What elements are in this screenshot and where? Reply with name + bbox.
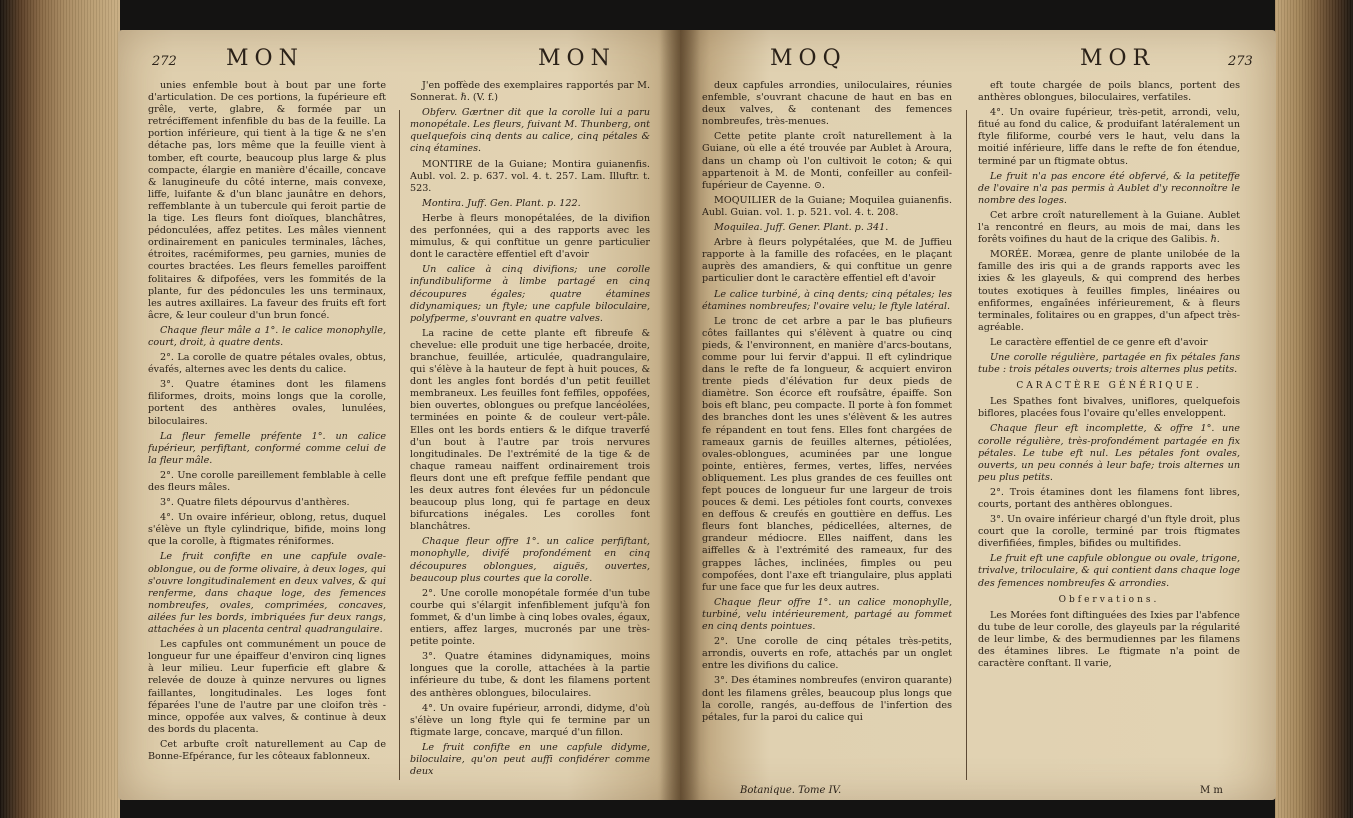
paragraph: Le fruit eft une capfule oblongue ou ovale, trigone, trivalve, triloculaire, & qui contient dans chaque loge des femences nombreufes & arrondies.	[978, 553, 1240, 589]
right-page-number: 273	[1228, 54, 1253, 69]
paragraph: Le caractère effentiel de ce genre eft d'avoir	[990, 336, 1208, 348]
paragraph: 3°. Quatre filets dépourvus d'anthères.	[160, 497, 350, 509]
left-page	[118, 30, 680, 800]
paragraph: Cet arbufte croît naturellement au Cap de Bonne-Efpérance, fur les côteaux fablonneux.	[148, 738, 386, 762]
paragraph: 4°. Un ovaire fupérieur, très-petit, arrondi, velu, fitué au fond du calice, & produifant latéralement un ftyle filiforme, courbé vers le haut, velu dans la moitié inférieure, liffe dans le refte de fon étendue, terminé par un ftigmate obtus.	[978, 107, 1240, 167]
paragraph: Le fruit confifte en une capfule ovale-oblongue, ou de forme olivaire, à deux loges, qui s'ouvre longitudinalement en deux valves, & qui renferme, dans chaque loge, des femences nombreufes, ovales, comprimées, concaves, ailées fur les bords, imbriquées fur deux rangs, attachées à un placenta central quadrangulaire.	[148, 551, 386, 636]
paragraph: 3°. Quatre étamines dont les filamens filiformes, droits, moins longs que la corolle, portent des anthères ovales, lunulées, biloculaires.	[148, 379, 386, 427]
paragraph: Les Morées font diftinguées des Ixies par l'abfence du tube de leur corolle, des glayeuls par la régularité de leur limbe, & des bermudiennes par les filamens des étamines libres. Le ftigmate n'a point de caractère conftant. Il varie,	[978, 609, 1240, 670]
paragraph: Les Spathes font bivalves, uniflores, quelquefois biflores, placées fous l'ovaire qu'elles enveloppent.	[978, 396, 1240, 420]
paragraph: La racine de cette plante eft fibreufe & chevelue: elle produit une tige herbacée, droite, branchue, feuillée, articulée, quadrangulaire, qui s'élève à la hauteur de fept à huit pouces, & dont les angles font bordés d'un petit feuillet membraneux. Les feuilles font feffiles, oppofées, bien ouvertes, oblongues ou prefque lancéolées, terminées en pointe & de couleur vert-pâle. Elles ont les bords entiers & le difque traverfé d'un bout à l'autre par trois nervures longitudinales. De l'extrémité de la tige & de chaque rameau naiffent ordinairement trois fleurs dont une eft prefque feffile pendant que les deux autres font élevées fur un pédoncule beaucoup plus long, qui fe partage en deux bifurcations inégales. Les corolles font blanchâtres.	[410, 327, 650, 533]
right-page-edges	[1275, 0, 1353, 818]
paragraph: Montira. Juff. Gen. Plant. p. 122.	[422, 197, 581, 209]
paragraph: Herbe à fleurs monopétalées, de la divifion des perfonnées, qui a des rapports avec les mimulus, & qui conftitue un genre particulier dont le caractère effentiel eft d'avoir	[410, 212, 650, 261]
paragraph: Cet arbre croît naturellement à la Guiane. Aublet l'a rencontré en fleurs, au mois de mai, dans les forêts voifines du haut de la crique des Galibis. ℏ.	[978, 209, 1240, 246]
right-column-rule	[966, 110, 967, 780]
paragraph: Arbre à fleurs polypétalées, que M. de Juffieu rapporte à la famille des rofacées, en le plaçant auprès des amandiers, & qui conftitue un genre particulier dont le caractère effentiel eft d'avoir	[702, 237, 952, 285]
paragraph: Chaque fleur offre 1°. un calice perfiftant, monophylle, divifé profondément en cinq découpures oblongues, aiguës, ouvertes, beaucoup plus courtes que la corolle.	[410, 536, 650, 584]
paragraph: eft toute chargée de poils blancs, portent des anthères oblongues, biloculaires, verfatiles.	[978, 80, 1240, 104]
paragraph: 2°. La corolle de quatre pétales ovales, obtus, évafés, alternes avec les dents du calice.	[148, 352, 386, 376]
left-page-number: 272	[152, 54, 177, 69]
paragraph: MORÉE. Moræa, genre de plante unilobée de la famille des iris qui a de grands rapports avec les ixies & les glayeuls, & qui comprend des herbes toutes exotiques à feuilles fimples, linéaires ou enfiformes, engaînées inférieurement, & à fleurs terminales, folitaires ou en grappes, d'un afpect très-agréable.	[978, 249, 1240, 333]
right-page	[680, 30, 1276, 800]
right-head-word-2: MOR	[1080, 46, 1156, 71]
paragraph: Chaque fleur mâle a 1°. le calice monophylle, court, droit, à quatre dents.	[148, 324, 386, 348]
paragraph: Cette petite plante croît naturellement à la Guiane, où elle a été trouvée par Aublet à Aroura, dans un champ où l'on cultivoit le coton; & qui appartenoit à M. de Monti, confeiller au confeil-fupérieur de Cayenne. ⊙.	[702, 131, 952, 191]
volume-footer: Botanique. Tome IV.	[740, 785, 842, 796]
paragraph: 3°. Un ovaire inférieur chargé d'un ftyle droit, plus court que la corolle, terminé par trois ftigmates diverfifiées, fimples, bifides ou multifides.	[978, 514, 1240, 550]
left-column-1	[148, 80, 386, 790]
paragraph: deux capfules arrondies, uniloculaires, réunies enfemble, s'ouvrant chacune de haut en bas en deux valves, & contenant des femences nombreufes, très-menues.	[702, 80, 952, 128]
paragraph: 2°. Une corolle pareillement femblable à celle des fleurs mâles.	[148, 469, 386, 493]
paragraph: 2°. Une corolle de cinq pétales très-petits, arrondis, ouverts en rofe, attachés par un onglet entre les divifions du calice.	[702, 636, 952, 672]
paragraph: Obferv. Gærtner dit que la corolle lui a paru monopétale. Les fleurs, fuivant M. Thunberg, ont quelquefois cinq dents au calice, cinq pétales & cinq étamines.	[410, 107, 650, 155]
paragraph: unies enfemble bout à bout par une forte d'articulation. De ces portions, la fupérieure eft grêle, verte, glabre, & formée par un retréciffement infenfible du bas de la feuille. La portion inférieure, qui tient à la tige & ne s'en détache pas, lors même que la feuille vient à tomber, eft courte, beaucoup plus large & plus compacte, élargie en manière d'écaille, concave & lanugineufe du côté interne, mais convexe, liffe, luifante & d'un blanc jaunâtre en dehors, reffemblante à un tubercule qui feroit partie de la tige. Les fleurs font dioïques, blanchâtres, pédonculées, affez petites. Les mâles viennent ordinairement en panicules terminales, lâches, étroites, racémiformes, peu garnies, munies de courtes bractées. Les fleurs femelles paroiffent folitaires & difpofées, vers les fommités de la plante, fur des pédoncules les uns terminaux, les autres axillaires. La faveur des fruits eft fort âcre, & leur couleur d'un brun foncé.	[148, 80, 386, 321]
paragraph: J'en poffède des exemplaires rapportés par M. Sonnerat. ℏ. (V. f.)	[410, 80, 650, 104]
paragraph: Le fruit n'a pas encore été obfervé, & la petiteffe de l'ovaire n'a pas permis à Aublet d'y reconnoître le nombre des loges.	[978, 170, 1240, 206]
right-column-2	[978, 80, 1240, 790]
left-head-word-2: MON	[538, 46, 616, 71]
paragraph: La fleur femelle préfente 1°. un calice fupérieur, perfiftant, conformé comme celui de la fleur mâle.	[148, 430, 386, 466]
paragraph: Les capfules ont communément un pouce de longueur fur une épaiffeur d'environ cinq lignes à leur milieu. Leur fuperficie eft glabre & relevée de douze à quinze nervures ou lignes faillantes, longitudinales. Les loges font féparées l'une de l'autre par une cloifon très - mince, oppofée aux valves, & continue à deux des bords du placenta.	[148, 639, 386, 735]
paragraph: 3°. Des étamines nombreufes (environ quarante) dont les filamens grêles, beaucoup plus longs que la corolle, rangés, au-deffous de l'infertion des pétales, fur la paroi du calice qui	[702, 675, 952, 723]
left-column-rule	[399, 110, 400, 780]
paragraph: CARACTÈRE GÉNÉRIQUE.	[1016, 381, 1202, 392]
right-head-word-1: MOQ	[770, 46, 847, 71]
paragraph: 2°. Une corolle monopétale formée d'un tube courbe qui s'élargit infenfiblement jufqu'à fon fommet, & d'un limbe à cinq lobes ovales, égaux, entiers, affez larges, mucronés par une très-petite pointe.	[410, 587, 650, 648]
paragraph: Le calice turbiné, à cinq dents; cinq pétales; les étamines nombreufes; l'ovaire velu; le ftyle latéral.	[702, 288, 952, 312]
paragraph: MOQUILIER de la Guiane; Moquilea guianenfis. Aubl. Guian. vol. 1. p. 521. vol. 4. t. 208.	[702, 194, 952, 218]
paragraph: Une corolle régulière, partagée en fix pétales fans tube : trois pétales ouverts; trois alternes plus petits.	[978, 351, 1240, 376]
paragraph: 4°. Un ovaire fupérieur, arrondi, didyme, d'où s'élève un long ftyle qui fe termine par un ftigmate large, concave, marqué d'un fillon.	[410, 702, 650, 738]
paragraph: Le fruit confifte en une capfule didyme, biloculaire, qu'on peut auffi confidérer comme deux	[410, 741, 650, 778]
paragraph: Obfervations.	[1058, 594, 1160, 605]
paragraph: 4°. Un ovaire inférieur, oblong, retus, duquel s'élève un ftyle cylindrique, bifide, moins long que la corolle, à ftigmates réniformes.	[148, 512, 386, 548]
paragraph: Chaque fleur eft incomplette, & offre 1°. une corolle régulière, très-profondément partagée en fix pétales. Le tube eft nul. Les pétales font ovales, ouverts, un peu connés à leur bafe; trois alternes un peu plus petits.	[978, 423, 1240, 483]
paragraph: Moquilea. Juff. Gener. Plant. p. 341.	[714, 222, 889, 234]
paragraph: Un calice à cinq divifions; une corolle infundibuliforme à limbe partagé en cinq découpures égales; quatre étamines didynamiques; un ftyle; une capfule biloculaire, polyfperme, s'ouvrant en quatre valves.	[410, 264, 650, 324]
paragraph: 2°. Trois étamines dont les filamens font libres, courts, portant des anthères oblongues.	[978, 486, 1240, 510]
signature-mark: M m	[1200, 785, 1223, 796]
paragraph: 3°. Quatre étamines didynamiques, moins longues que la corolle, attachées à la partie inférieure du tube, & dont les filamens portent des anthères oblongues, biloculaires.	[410, 651, 650, 699]
paragraph: Le tronc de cet arbre a par le bas plufieurs côtes faillantes qui s'élèvent à quatre ou cinq pieds, & l'environnent, en manière d'arcs-boutans, comme pour lui fervir d'appui. Il eft cylindrique dans le refte de fa longueur, & acquiert environ trente pieds d'élévation fur deux pieds de diamètre. Son écorce eft roufsâtre, épaiffe. Son bois eft blanc, peu compacte. Il porte à fon fommet des branches dont les unes s'élèvent & les autres fe répandent en tout fens. Elles font chargées de rameaux garnis de feuilles alternes, pétiolées, ovales-oblongues, acuminées par une longue pointe, entières, fermes, vertes, liffes, nervées obliquement. Les plus grandes de ces feuilles ont fept pouces de longueur fur une largeur de trois pouces & demi. Les pétioles font courts, convexes en deffous & creufés en gouttière en deffus. Les fleurs font blanches, pédicellées, alternes, de grandeur médiocre. Elles naiffent, dans les aiffelles & à l'extrémité des rameaux, fur des grappes lâches, inclinées, fimples ou peu compofées, dont l'axe eft triangulaire, plus applati fur une face que fur les deux autres.	[702, 315, 952, 593]
left-column-2	[410, 80, 650, 790]
paragraph: Chaque fleur offre 1°. un calice monophylle, turbiné, velu intérieurement, partagé au fommet en cinq dents pointues.	[702, 596, 952, 633]
left-head-word-1: MON	[226, 46, 304, 71]
right-column-1	[702, 80, 952, 790]
left-running-head	[118, 40, 680, 76]
paragraph: MONTIRE de la Guiane; Montira guianenfis. Aubl. vol. 2. p. 637. vol. 4. t. 257. Lam. Illuftr. t. 523.	[410, 158, 650, 194]
left-page-edges	[0, 0, 120, 818]
right-running-head	[680, 40, 1276, 76]
